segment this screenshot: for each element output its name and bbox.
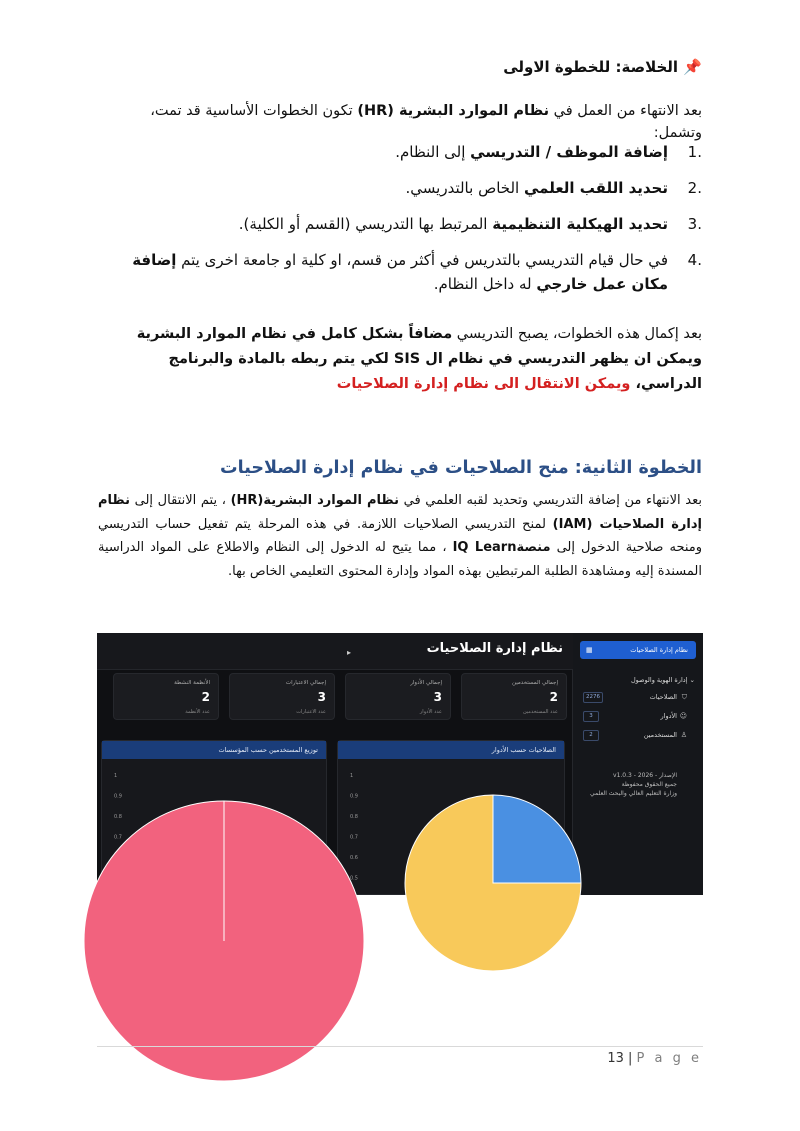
grid-icon: ▦ <box>586 646 593 654</box>
y-tick-label: 1 <box>350 773 354 779</box>
y-tick-label: 1 <box>114 773 118 779</box>
user-icon: ♙ <box>680 731 687 739</box>
chart-title: توزيع المستخدمين حسب المؤسسات <box>102 741 326 759</box>
stat-card-roles[interactable]: إجمالي الأدوار 3 عدد الأدوار <box>345 673 451 720</box>
stat-card-users[interactable]: إجمالي المستخدمين 2 عدد المستخدمين <box>461 673 567 720</box>
sidebar-footer: الإصدار - v1.0.3 - 2026 جميع الحقوق محفوظة وزارة التعليم العالي والبحث العلمي <box>590 772 677 797</box>
summary-heading-text: الخلاصة: للخطوة الاولى <box>503 58 679 76</box>
pie-chart <box>102 741 328 896</box>
stat-card-considerations[interactable]: إجمالي الاعتبارات 3 عدد الاعتبارات <box>229 673 335 720</box>
y-tick-label: 0.6 <box>350 855 358 861</box>
step2-heading: الخطوة الثانية: منح الصلاحيات في نظام إدارة الصلاحيات <box>220 458 702 478</box>
chevron-down-icon: ⌄ <box>689 676 695 684</box>
users-icon: ☺ <box>679 712 687 720</box>
y-tick-label: 0.8 <box>350 814 358 820</box>
count-badge: 3 <box>583 711 599 722</box>
footer-divider <box>97 1046 703 1047</box>
stats-cards <box>115 673 567 720</box>
sidebar <box>572 633 703 895</box>
sidebar-item-roles[interactable]: ☺الأدوار 3 <box>583 710 687 722</box>
list-item: .4 في حال قيام التدريسي بالتدريس في أكثر من قسم، او كلية او جامعة اخرى يتم إضافة مكان عمل خارجي له داخل النظام. <box>132 251 702 293</box>
count-badge: 2276 <box>583 692 603 703</box>
step2-paragraph: بعد الانتهاء من إضافة التدريسي وتحديد لقبه العلمي في نظام الموارد البشرية(HR) ، يتم الانتقال إلى نظام إدارة الصلاحيات (IAM) لمنح التدريسي الصلاحيات اللازمة. في هذه المرحلة يتم تفعيل حساب التدريسي ومنحه صلاحية الدخول إلى منصةIQ Learn ، مما يتيح له الدخول إلى النظام والاطلاع على المواد الدراسية المسندة إليه ومشاهدة الطلبة المرتبطين بهذه المواد وإدارة المحتوى التعليمي الخاص بها. <box>98 493 703 579</box>
topbar <box>97 633 573 670</box>
y-tick-label: 0.7 <box>114 834 122 841</box>
summary-conclusion: بعد إكمال هذه الخطوات، يصبح التدريسي مضافاً بشكل كامل في نظام الموارد البشرية ويمكن ان يظهر التدريسي في نظام ال SIS لكي يتم ربطه بالمادة والبرنامج الدراسي، ويمكن الانتقال الى نظام إدارة الصلاحيات <box>136 326 702 392</box>
list-item: .1 إضافة الموظف / التدريسي إلى النظام. <box>395 143 702 161</box>
y-tick-label: 0.8 <box>114 814 122 820</box>
y-tick-label: 0.9 <box>350 793 358 800</box>
sidebar-item-users[interactable]: ♙المستخدمين 2 <box>583 729 687 741</box>
chart-users-by-institution <box>101 740 327 895</box>
sidebar-item-permissions[interactable]: ⛉الصلاحيات 2276 <box>583 691 687 703</box>
next-step-link-text: ويمكن الانتقال الى نظام إدارة الصلاحيات <box>336 376 636 392</box>
y-tick-label: 0.9 <box>114 793 122 800</box>
summary-heading <box>98 58 702 76</box>
y-tick-label: 0.7 <box>350 834 358 841</box>
summary-intro: بعد الانتهاء من العمل في نظام الموارد البشرية (HR) تكون الخطوات الأساسية قد تمت، وتشمل: <box>150 103 702 141</box>
pushpin-icon: 📌 <box>683 58 702 76</box>
summary-steps-list <box>98 140 702 308</box>
stat-card-systems[interactable]: الأنظمة النشطة 2 عدد الأنظمة <box>113 673 219 720</box>
nav-group-title[interactable]: ⌄ إدارة الهوية والوصول <box>630 676 695 684</box>
pie-slice[interactable] <box>493 795 581 883</box>
shield-icon: ⛉ <box>681 693 687 701</box>
iam-dashboard-screenshot <box>97 633 703 895</box>
count-badge: 2 <box>583 730 599 741</box>
page-number: 13 | P a g e <box>607 1051 702 1066</box>
nav-system-button[interactable]: نظام إدارة الصلاحيات ▦ <box>580 641 696 659</box>
y-tick-label: 0.5 <box>350 875 358 882</box>
list-item: .2 تحديد اللقب العلمي الخاص بالتدريسي. <box>405 179 702 197</box>
app-title: نظام إدارة الصلاحيات <box>426 641 563 656</box>
chart-title: الصلاحيات حسب الأدوار <box>338 741 564 759</box>
list-item: .3 تحديد الهيكلية التنظيمية المرتبط بها التدريسي (القسم أو الكلية). <box>238 215 702 233</box>
chart-permissions-by-role <box>337 740 565 895</box>
dropdown-icon[interactable]: ▸ <box>347 648 352 657</box>
pie-chart <box>338 741 566 896</box>
